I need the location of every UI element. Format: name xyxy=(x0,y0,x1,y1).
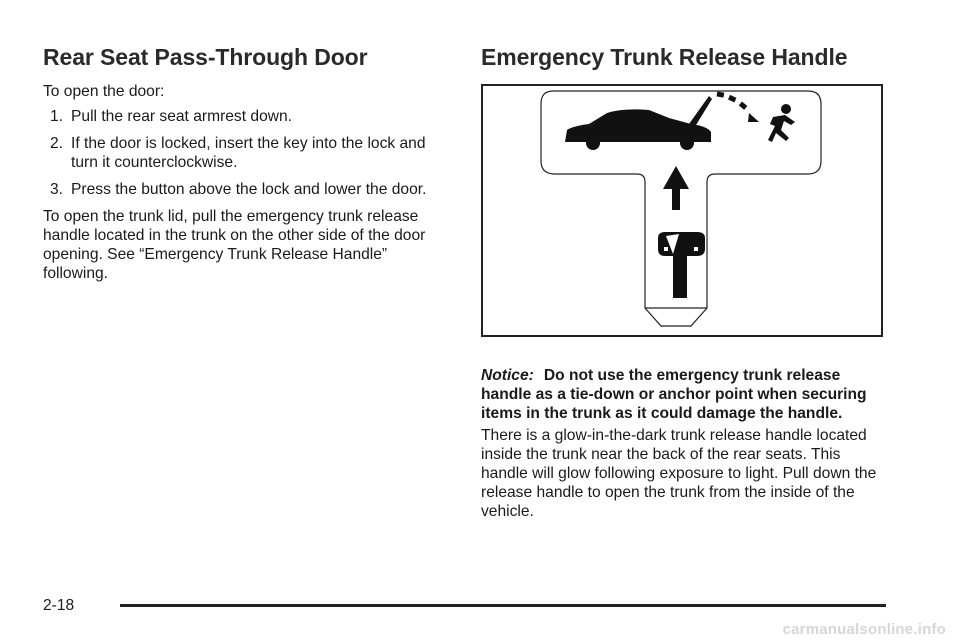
section-heading-pass-through-door: Rear Seat Pass-Through Door xyxy=(43,44,368,70)
handle-diagram xyxy=(483,86,881,335)
trunk-release-paragraph: To open the trunk lid, pull the emergency trunk release handle located in the trunk on the other side of the door opening. See “Emergency Trunk Release Handle” following. xyxy=(43,208,426,282)
step-number: 1. xyxy=(50,108,64,125)
notice-label: Notice: xyxy=(481,367,534,384)
trunk-release-handle-illustration xyxy=(481,84,883,337)
intro-text: To open the door: xyxy=(43,83,165,100)
pull-arrow-icon xyxy=(663,166,689,210)
list-item xyxy=(43,180,453,199)
hand-icon xyxy=(658,232,705,298)
list-item xyxy=(43,134,453,172)
step-text: Press the button above the lock and lower the door. xyxy=(71,181,427,198)
exit-arrow-icon xyxy=(717,92,759,122)
car-icon xyxy=(565,96,712,150)
steps-list xyxy=(43,107,453,199)
list-item xyxy=(43,107,453,126)
watermark: carmanualsonline.info xyxy=(782,621,946,638)
page-number: 2-18 xyxy=(43,597,75,614)
section-heading-trunk-release: Emergency Trunk Release Handle xyxy=(481,44,848,70)
glow-handle-paragraph: There is a glow-in-the-dark trunk release handle located inside the trunk near the back of the rear seats. This handle will glow following exposure to light. Pull down the release handle to open the trunk from the inside of the vehicle. xyxy=(481,427,877,520)
step-number: 3. xyxy=(50,181,64,198)
footer-divider xyxy=(120,604,886,607)
glow-handle-paragraph-block xyxy=(481,426,886,521)
left-column xyxy=(43,42,453,283)
step-text: If the door is locked, insert the key into the lock and turn it counterclockwise. xyxy=(71,135,426,171)
step-text: Pull the rear seat armrest down. xyxy=(71,108,293,125)
open-trunk-lid xyxy=(689,96,712,125)
notice-block xyxy=(481,366,886,423)
person-running-icon xyxy=(768,104,795,142)
notice-text: Do not use the emergency trunk release handle as a tie-down or anchor point when securing items in the trunk as it could damage the handle. xyxy=(481,367,867,422)
right-column xyxy=(481,42,886,72)
step-number: 2. xyxy=(50,135,64,152)
